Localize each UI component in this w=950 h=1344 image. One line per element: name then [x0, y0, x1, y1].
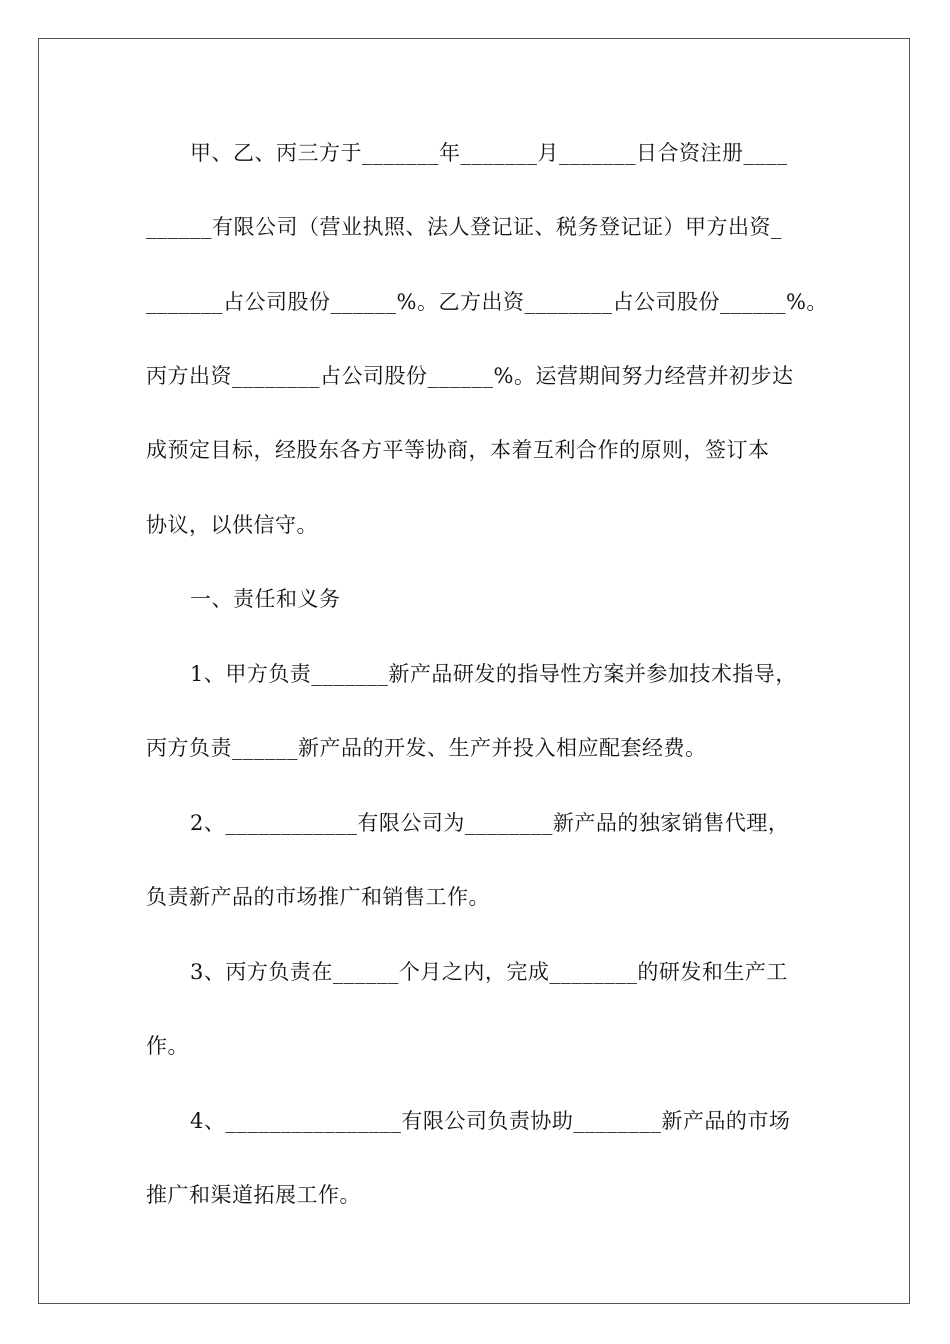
clause-1-line-2: 丙方负责______新产品的开发、生产并投入相应配套经费。 [146, 736, 707, 760]
intro-line-2: ______有限公司（营业执照、法人登记证、税务登记证）甲方出资_ [146, 215, 782, 239]
clause-3-line-1: 3、丙方负责在______个月之内，完成________的研发和生产工 [190, 960, 788, 984]
intro-line-3: _______占公司股份______%。乙方出资________占公司股份______%。 [146, 290, 828, 314]
intro-line-1: 甲、乙、丙三方于_______年_______月_______日合资注册____ [190, 141, 788, 165]
intro-line-6: 协议，以供信守。 [146, 513, 318, 537]
clause-2-line-1: 2、____________有限公司为________新产品的独家销售代理， [190, 811, 790, 835]
section-heading-responsibilities: 一、责任和义务 [190, 587, 341, 611]
clause-4-line-1: 4、________________有限公司负责协助________新产品的市场 [190, 1109, 791, 1133]
intro-line-4: 丙方出资________占公司股份______%。运营期间努力经营并初步达 [146, 364, 794, 388]
clause-4-line-2: 推广和渠道拓展工作。 [146, 1183, 361, 1207]
intro-line-5: 成预定目标，经股东各方平等协商，本着互利合作的原则，签订本 [146, 438, 770, 462]
clause-3-line-2: 作。 [146, 1034, 189, 1058]
clause-2-line-2: 负责新产品的市场推广和销售工作。 [146, 885, 490, 909]
clause-1-line-1: 1、甲方负责_______新产品研发的指导性方案并参加技术指导， [190, 662, 797, 686]
